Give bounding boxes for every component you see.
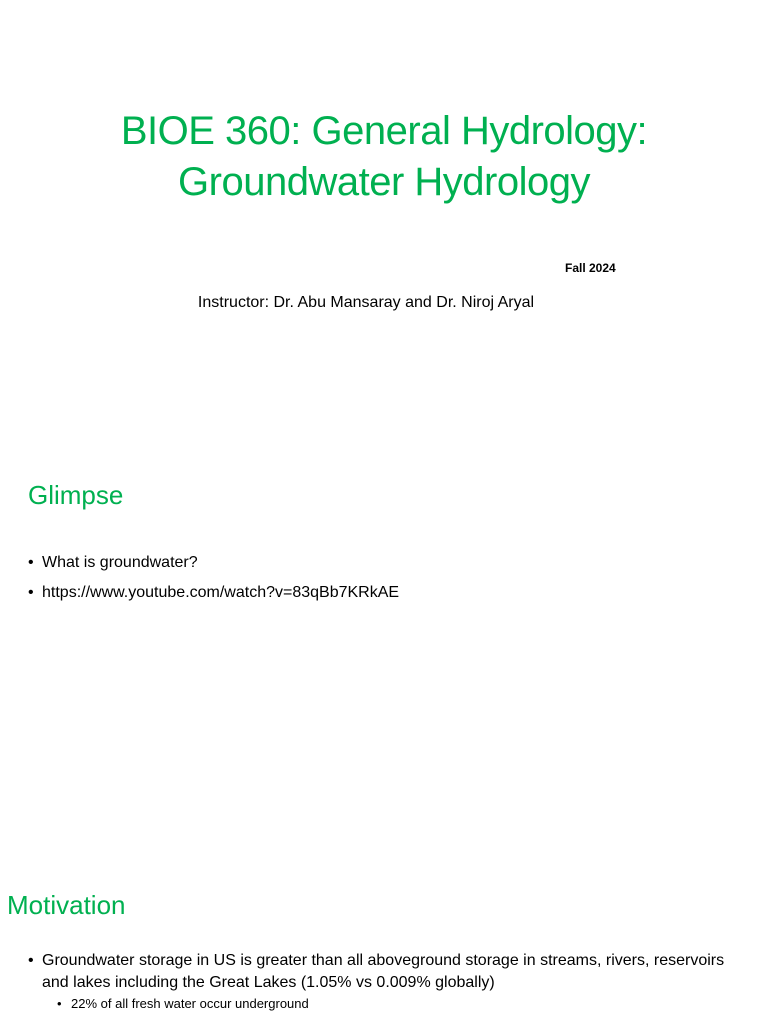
slide-title [0,106,768,208]
motivation-bullet-list [28,950,748,994]
glimpse-bullet-list [28,548,399,608]
motivation-heading: Motivation [7,890,126,920]
bullet-item-storage: • Groundwater storage in US is greater than all aboveground storage in streams, rivers, reservoirs and lakes including the Great Lakes (1.05% vs 0.009% globally) [28,950,748,994]
bullet-item-question: • What is groundwater? [28,548,399,578]
glimpse-heading: Glimpse [28,480,124,510]
slide-title-line-1: BIOE 360: General Hydrology: [120,109,648,153]
semester-label: Fall 2024 [565,261,616,275]
slide-title-line-2: Groundwater Hydrology [178,160,590,204]
instructor-line: Instructor: Dr. Abu Mansaray and Dr. Niroj Aryal [197,294,535,311]
bullet-item-video-link[interactable]: • https://www.youtube.com/watch?v=83qBb7KRkAE [28,578,399,608]
sub-bullet-item-freshwater: • 22% of all fresh water occur underground [57,996,309,1011]
